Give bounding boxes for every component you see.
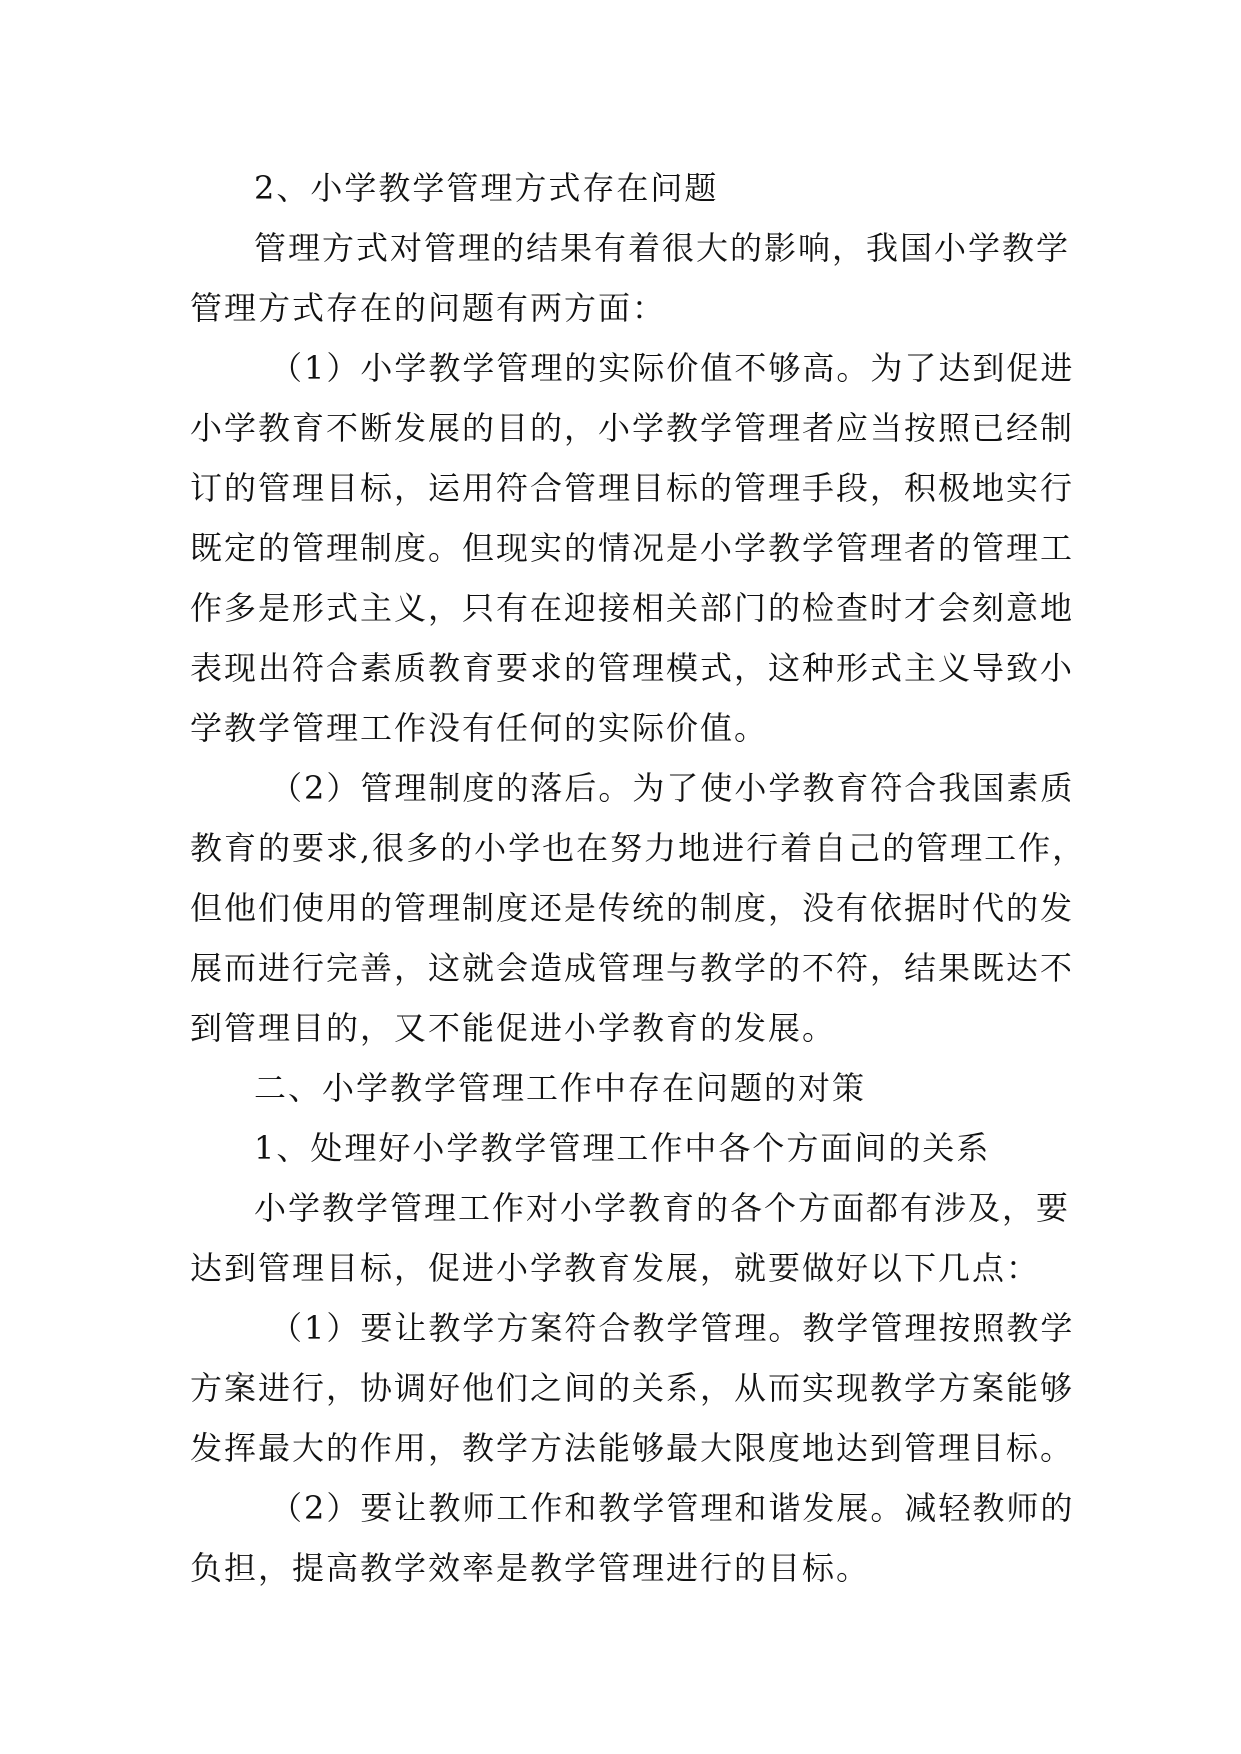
paragraph-line: 管理方式存在的问题有两方面：: [190, 289, 667, 327]
paragraph-line: 但他们使用的管理制度还是传统的制度，没有依据时代的发: [190, 889, 1075, 927]
paragraph-line: 学教学管理工作没有任何的实际价值。: [190, 709, 769, 747]
paragraph-line: 小学教学管理工作对小学教育的各个方面都有涉及，要: [254, 1189, 1071, 1227]
paragraph-line: （1）要让教学方案符合教学管理。教学管理按照教学: [270, 1309, 1075, 1347]
paragraph-line: 作多是形式主义，只有在迎接相关部门的检查时才会刻意地: [190, 589, 1075, 627]
section-heading: 二、小学教学管理工作中存在问题的对策: [254, 1069, 867, 1107]
paragraph-line: 负担，提高教学效率是教学管理进行的目标。: [190, 1549, 871, 1587]
paragraph-line: （2）管理制度的落后。为了使小学教育符合我国素质: [270, 769, 1075, 807]
paragraph-line: （1）小学教学管理的实际价值不够高。为了达到促进: [270, 349, 1075, 387]
paragraph-line: 小学教育不断发展的目的，小学教学管理者应当按照已经制: [190, 409, 1075, 447]
paragraph-line: 订的管理目标，运用符合管理目标的管理手段，积极地实行: [190, 469, 1075, 507]
paragraph-line: 管理方式对管理的结果有着很大的影响，我国小学教学: [254, 229, 1071, 267]
paragraph-line: 表现出符合素质教育要求的管理模式，这种形式主义导致小: [190, 649, 1075, 687]
paragraph-line: 到管理目的，又不能促进小学教育的发展。: [190, 1009, 837, 1047]
paragraph-line: 既定的管理制度。但现实的情况是小学教学管理者的管理工: [190, 529, 1075, 567]
document-page: [190, 158, 1087, 1598]
paragraph-line: 方案进行，协调好他们之间的关系，从而实现教学方案能够: [190, 1369, 1075, 1407]
paragraph-line: 发挥最大的作用，教学方法能够最大限度地达到管理目标。: [190, 1429, 1075, 1467]
paragraph-line: 教育的要求,很多的小学也在努力地进行着自己的管理工作，: [190, 829, 1087, 867]
paragraph-line: 展而进行完善，这就会造成管理与教学的不符，结果既达不: [190, 949, 1075, 987]
paragraph-line: （2）要让教师工作和教学管理和谐发展。减轻教师的: [270, 1489, 1075, 1527]
paragraph-line: 达到管理目标，促进小学教育发展，就要做好以下几点：: [190, 1249, 1041, 1287]
subsection-heading: 1、处理好小学教学管理工作中各个方面间的关系: [254, 1129, 991, 1167]
section-heading: 2、小学教学管理方式存在问题: [254, 169, 719, 207]
